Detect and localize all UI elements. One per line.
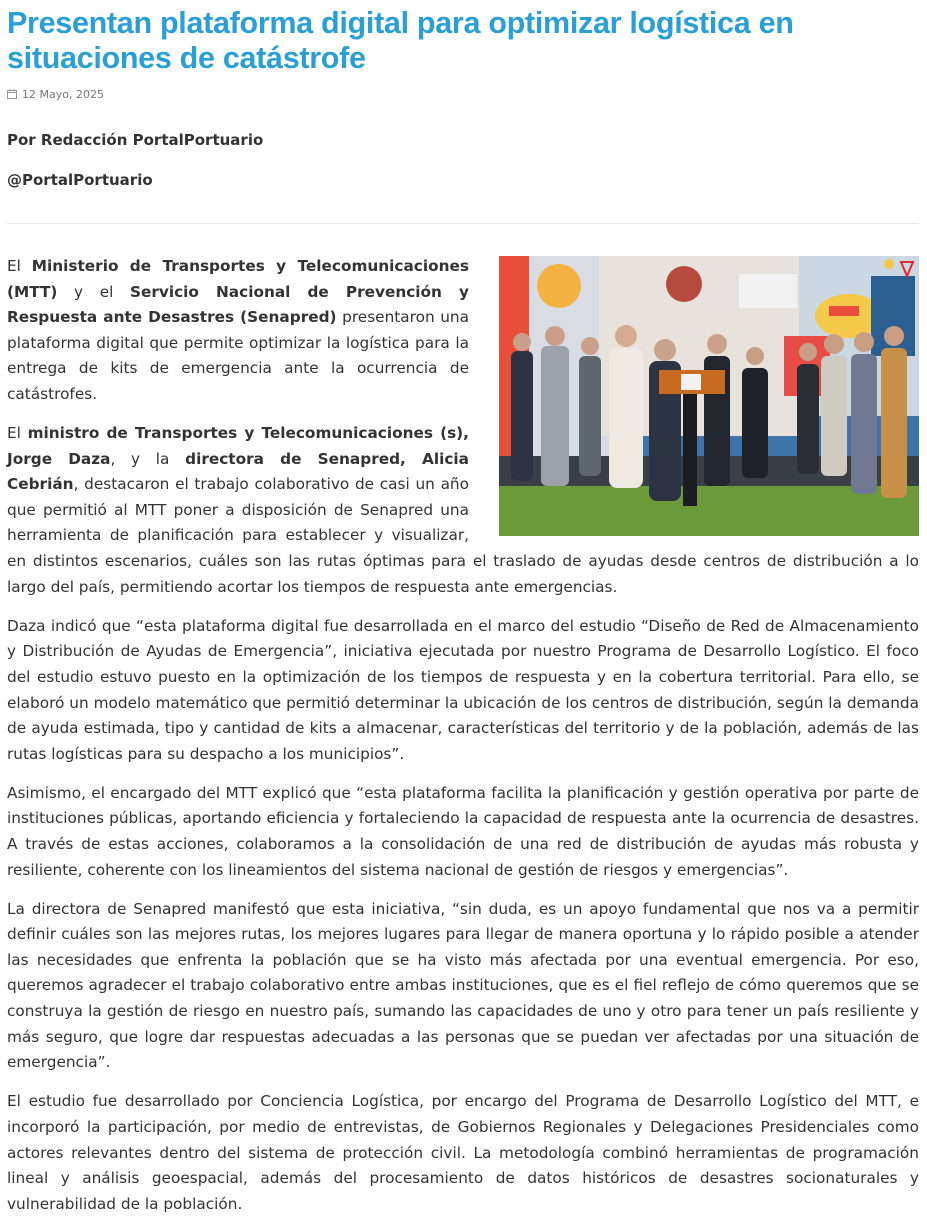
photo-illustration [499, 256, 919, 536]
article-byline: Por Redacción PortalPortuario [7, 131, 264, 149]
article-date: 12 Mayo, 2025 [22, 87, 104, 101]
article-body [7, 254, 919, 1217]
article-title: Presentan plataforma digital para optimizar logística en situaciones de catástrofe [7, 6, 794, 75]
article-handle: @PortalPortuario [7, 171, 153, 189]
article-date-row [7, 87, 919, 101]
press-conference-photo[interactable] [499, 256, 919, 536]
paragraph-1: El Ministerio de Transportes y Telecomunicaciones (MTT) y el Servicio Nacional de Prevención y Respuesta ante Desastres (Senapred) presentaron una plataforma digital que permite optimizar la logística para la entrega de kits de emergencia ante la ocurrencia de catástrofes. [7, 257, 469, 403]
paragraph-5: La directora de Senapred manifestó que esta iniciativa, “sin duda, es un apoyo fundamental que nos va a permitir definir cuáles son las mejores rutas, los mejores lugares para llegar de manera oportuna y lo rápido posible a atender las necesidades que enfrenta la población que se ha visto más afectada por una eventual emergencia. Por eso, queremos agradecer el trabajo colaborativo entre ambas instituciones, que es el fiel reflejo de cómo queremos que se construya la gestión de riesgo en nuestro país, sumando las capacidades de uno y otro para tener un país resiliente y más seguro, que logre dar respuestas adecuadas a las personas que se puedan ver afectadas por una situación de emergencia”. [7, 899, 919, 1072]
paragraph-6: El estudio fue desarrollado por Conciencia Logística, por encargo del Programa de Desarrollo Logístico del MTT, e incorporó la participación, por medio de entrevistas, de Gobiernos Regionales y Delegaciones Presidenciales como actores relevantes dentro del sistema de protección civil. La metodología combinó herramientas de programación lineal y análisis geoespacial, además del procesamiento de datos históricos de desastres socionaturales y vulnerabilidad de la población. [7, 1092, 919, 1213]
divider [7, 223, 919, 224]
paragraph-2: El ministro de Transportes y Telecomunicaciones (s), Jorge Daza, y la directora de Senapred, Alicia Cebrián, destacaron el trabajo colaborativo de casi un año que permitió al MTT poner a disposición de Senapred una herramienta de planificación para establecer y visualizar, en distintos escenarios, cuáles son las rutas óptimas para el traslado de ayudas desde centros de distribución a lo largo del país, permitiendo acortar los tiempos de respuesta ante emergencias. [7, 424, 919, 596]
calendar-icon [7, 89, 17, 99]
article [0, 6, 927, 1217]
paragraph-4: Asimismo, el encargado del MTT explicó que “esta plataforma facilita la planificación y gestión operativa por parte de instituciones públicas, aportando eficiencia y fortaleciendo la capacidad de respuesta ante la ocurrencia de desastres. A través de estas acciones, colaboramos a la consolidación de una red de distribución de ayudas más robusta y resiliente, coherente con los lineamientos del sistema nacional de gestión de riesgos y emergencias”. [7, 783, 919, 879]
paragraph-3: Daza indicó que “esta plataforma digital fue desarrollada en el marco del estudio “Diseño de Red de Almacenamiento y Distribución de Ayudas de Emergencia”, iniciativa ejecutada por nuestro Programa de Desarrollo Logístico. El foco del estudio estuvo puesto en la optimización de los tiempos de respuesta y en la cobertura territorial. Para ello, se elaboró un modelo matemático que permitió determinar la ubicación de los centros de distribución, según la demanda de ayuda estimada, tipo y cantidad de kits a almacenar, características del territorio y de la población, además de las rutas logísticas para su despacho a los municipios”. [7, 616, 919, 763]
